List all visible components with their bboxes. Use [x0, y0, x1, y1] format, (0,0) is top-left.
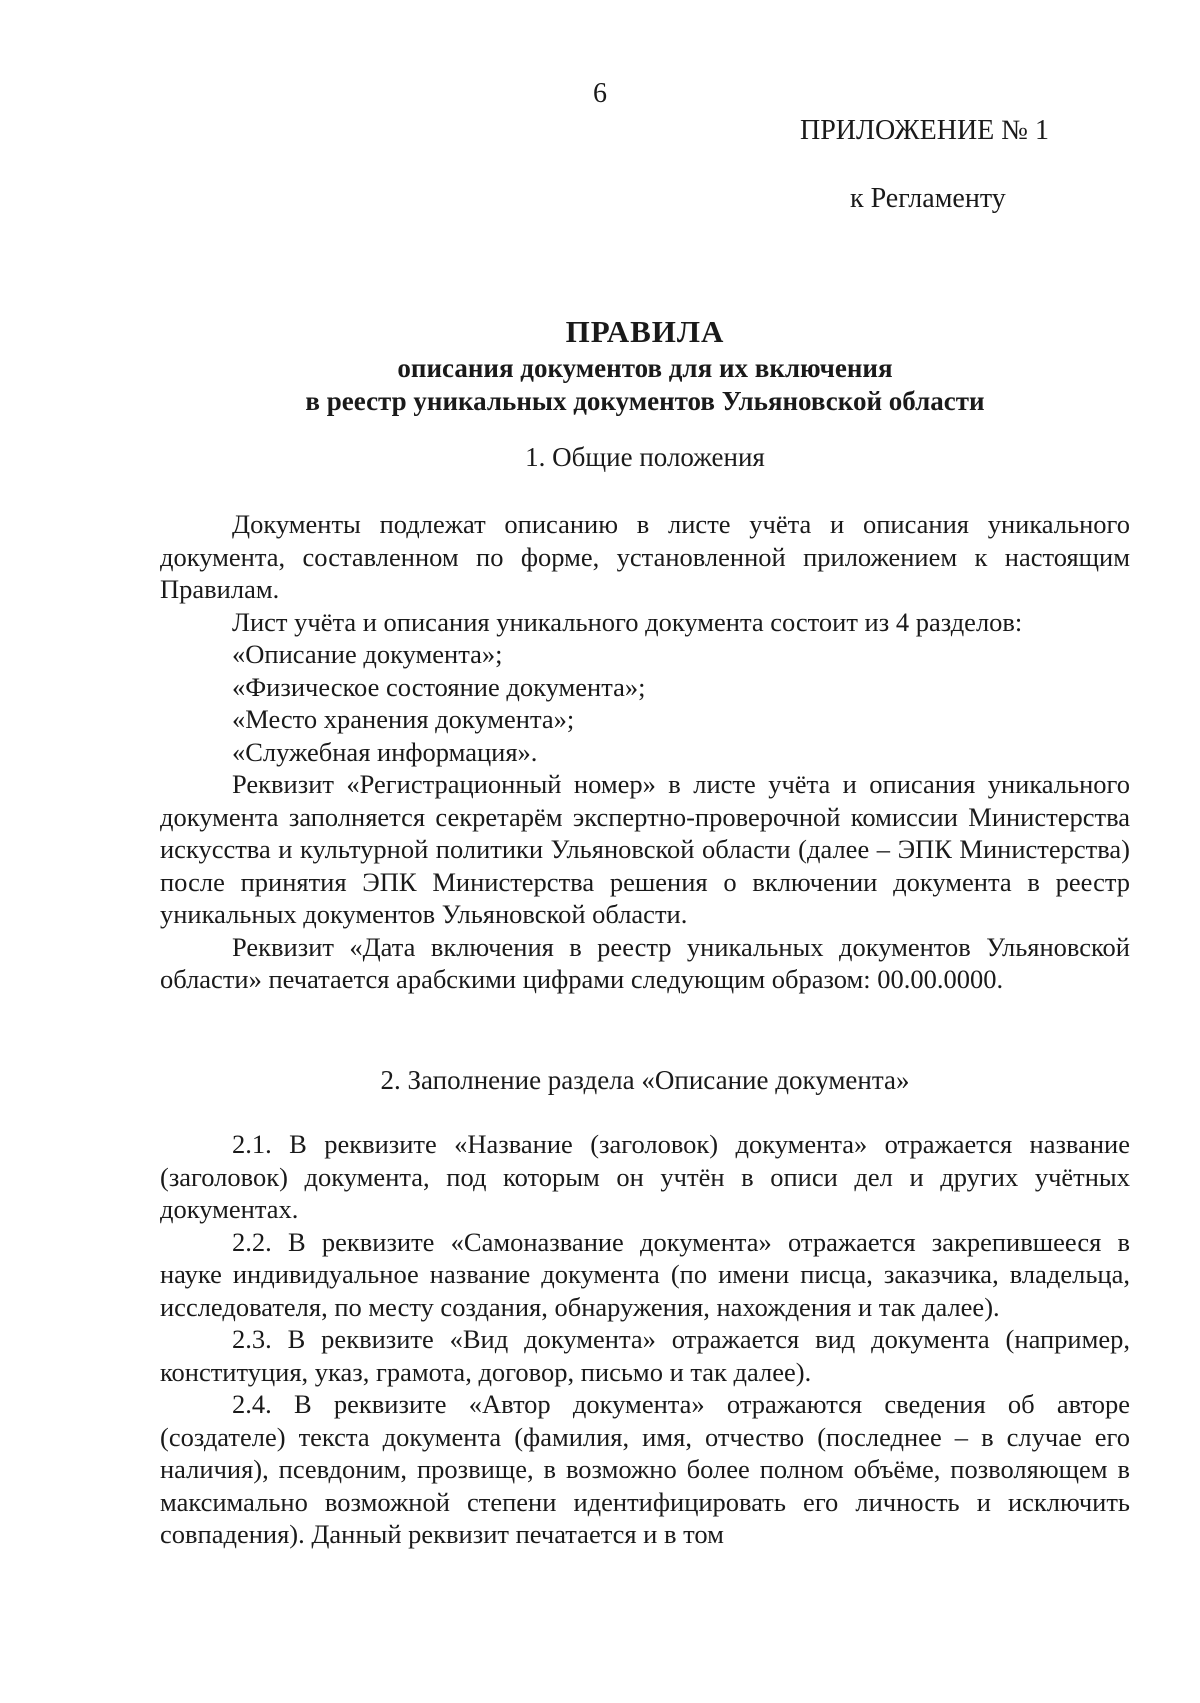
appendix-subtitle: к Регламенту — [850, 183, 1006, 214]
clause-2-3: 2.3. В реквизите «Вид документа» отражается вид документа (например, конституция, указ, грамота, договор, письмо и так далее). — [160, 1324, 1130, 1387]
clause-2-1: 2.1. В реквизите «Название (заголовок) документа» отражается название (заголовок) документа, под которым он учтён в описи дел и других учётных документах. — [160, 1129, 1130, 1224]
section-list-item: «Физическое состояние документа»; — [232, 671, 646, 702]
title-main: ПРАВИЛА — [565, 314, 725, 349]
section-1-heading: 1. Общие положения — [525, 442, 765, 472]
section-list-item: «Описание документа»; — [232, 639, 503, 669]
section-1-paragraph-3: Реквизит «Регистрационный номер» в листе учёта и описания уникального документа заполняется секретарём экспертно-проверочной комиссии Министерства искусства и культурной политики Ульяновской области (далее – ЭПК Министерства) после принятия ЭПК Министерства решения о включении документа в реестр уникальных документов Ульяновской области. — [160, 769, 1130, 929]
section-list-item: «Служебная информация». — [232, 736, 538, 767]
section-list-item: «Место хранения документа»; — [232, 704, 575, 734]
section-1-paragraph-1: Документы подлежат описанию в листе учёта и описания уникального документа, составленном по форме, установленной приложением к настоящим Правилам. — [160, 509, 1130, 604]
document-title — [150, 312, 1140, 418]
page-number: 6 — [593, 78, 607, 109]
clause-2-2: 2.2. В реквизите «Самоназвание документа» отражается закрепившееся в науке индивидуальное название документа (по имени писца, заказчика, владельца, исследователя, по месту создания, обнаружения, нахождения и так далее). — [160, 1226, 1130, 1322]
section-1-paragraph-2: Лист учёта и описания уникального документа состоит из 4 разделов: — [232, 606, 1023, 637]
section-2-heading: 2. Заполнение раздела «Описание документа» — [380, 1065, 910, 1095]
appendix-title: ПРИЛОЖЕНИЕ № 1 — [800, 115, 1049, 146]
title-line-1: описания документов для их включения — [397, 353, 893, 383]
section-1-paragraph-4: Реквизит «Дата включения в реестр уникальных документов Ульяновской области» печатается арабскими цифрами следующим образом: 00.00.0000. — [160, 931, 1130, 994]
title-line-2: в реестр уникальных документов Ульяновской области — [305, 386, 985, 416]
section-2-body — [160, 1128, 1130, 1551]
section-1-body — [160, 508, 1130, 996]
clause-2-4: 2.4. В реквизите «Автор документа» отражаются сведения об авторе (создателе) текста документа (фамилия, имя, отчество (последнее – в случае его наличия), псевдоним, прозвище, в возможно более полном объёме, позволяющем в максимально возможной степени идентифицировать его личность и исключить совпадения). Данный реквизит печатается и в том — [160, 1389, 1130, 1549]
